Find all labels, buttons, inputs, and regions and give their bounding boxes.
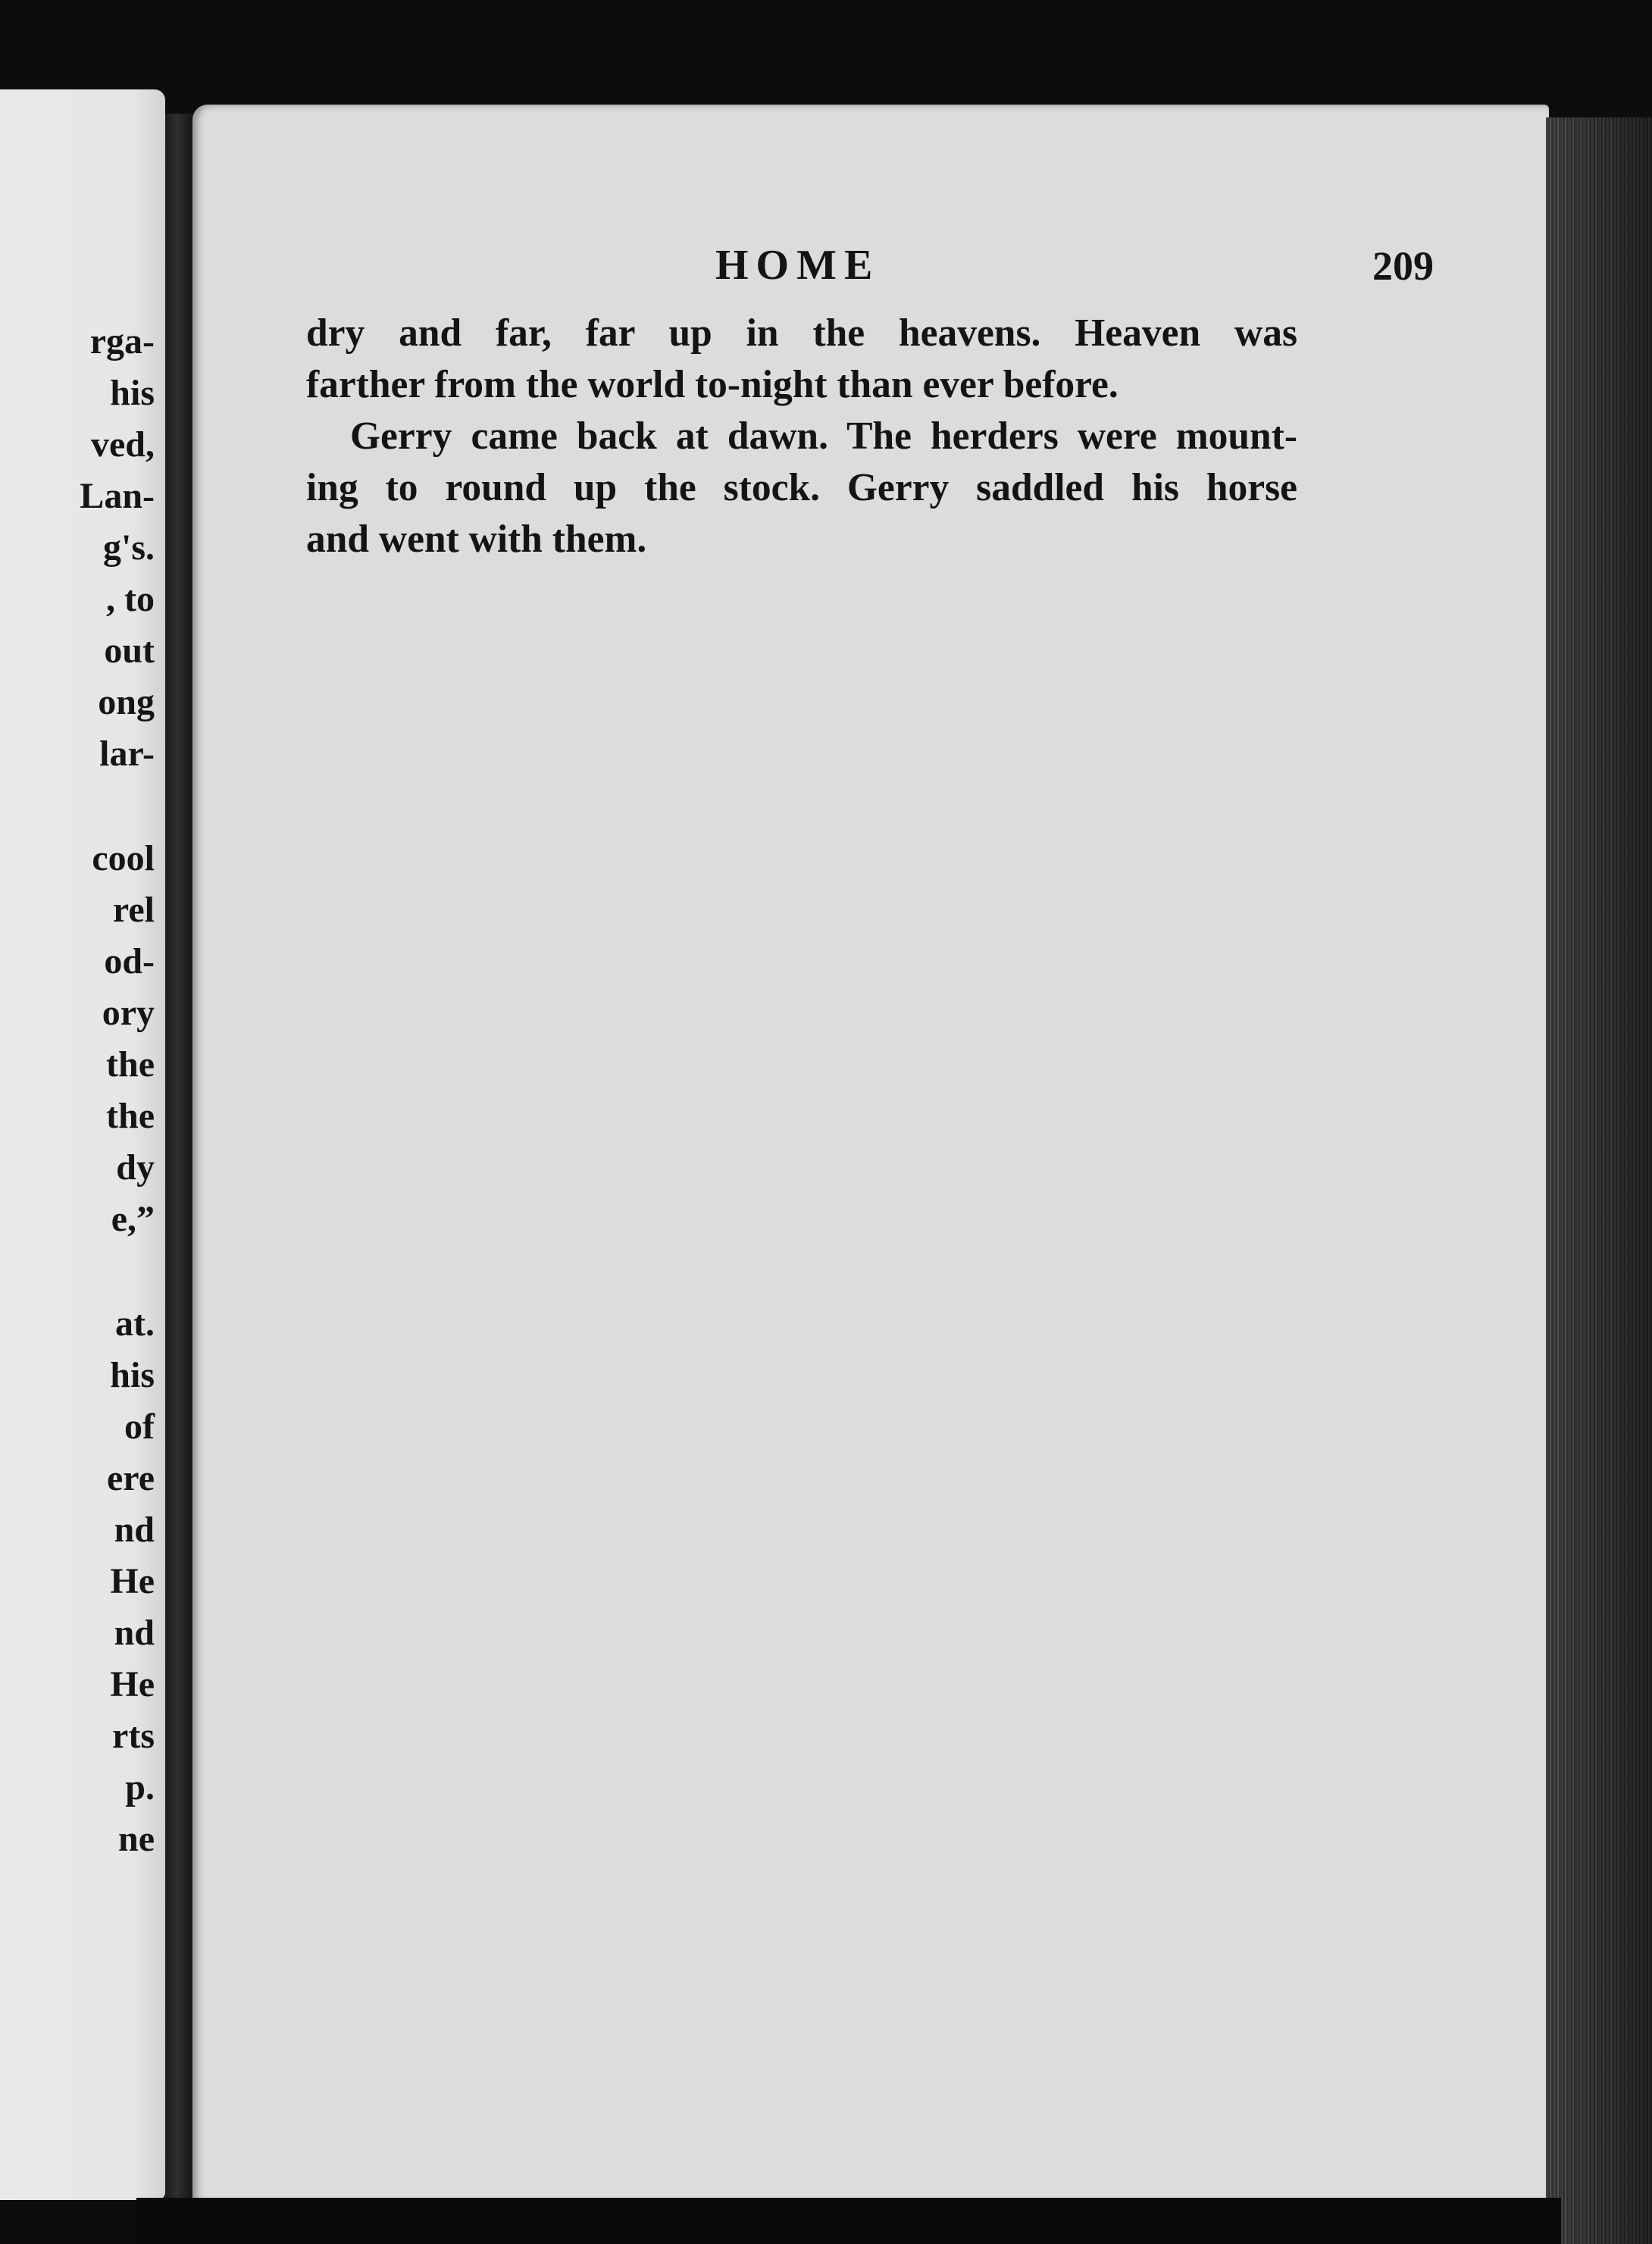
text-line: dry and far, far up in the heavens. Heaven was [306, 311, 1297, 355]
left-line: out [104, 631, 155, 671]
left-line: lar- [99, 734, 155, 774]
left-line: of [124, 1407, 155, 1447]
left-line: rga- [89, 321, 155, 361]
paragraph [306, 411, 1297, 565]
left-line: p. [125, 1767, 155, 1807]
text-line: Gerry came back at dawn. The herders were mount- [350, 415, 1297, 458]
paragraph [306, 308, 1297, 411]
left-line: the [106, 1096, 155, 1136]
left-line: ere [106, 1458, 155, 1498]
running-head: HOME [715, 242, 881, 289]
text-line: ing to round up the stock. Gerry saddled his horse [306, 466, 1297, 509]
left-line: ved, [91, 424, 155, 465]
bottom-edge [136, 2198, 1561, 2244]
book-gutter [165, 114, 194, 2205]
left-line: Lan- [80, 476, 155, 516]
fore-edge-shadow [1546, 117, 1652, 2244]
left-line: dy [116, 1147, 155, 1188]
left-line: od- [104, 941, 155, 981]
text-line: farther from the world to-night than ever before. [306, 363, 1119, 406]
left-line: rel [112, 890, 155, 930]
left-line: cool [92, 838, 155, 878]
left-facing-page [0, 89, 165, 2200]
text-line: and went with them. [306, 518, 647, 561]
right-page [192, 105, 1549, 2204]
left-line: ong [98, 682, 155, 722]
left-line: his [110, 373, 155, 413]
left-line: , to [106, 579, 155, 619]
body-text [306, 308, 1297, 565]
left-line: at. [115, 1304, 155, 1344]
left-line: He [110, 1664, 155, 1704]
left-line: e,” [111, 1199, 155, 1239]
left-line: the [106, 1044, 155, 1084]
left-line: He [110, 1561, 155, 1601]
left-line: rts [112, 1716, 155, 1756]
page-number: 209 [1372, 243, 1434, 289]
left-line: nd [114, 1613, 155, 1653]
left-line: his [110, 1355, 155, 1395]
left-line: g's. [102, 527, 155, 568]
left-line: ne [118, 1819, 155, 1859]
left-line: nd [114, 1510, 155, 1550]
left-line: ory [102, 993, 155, 1033]
